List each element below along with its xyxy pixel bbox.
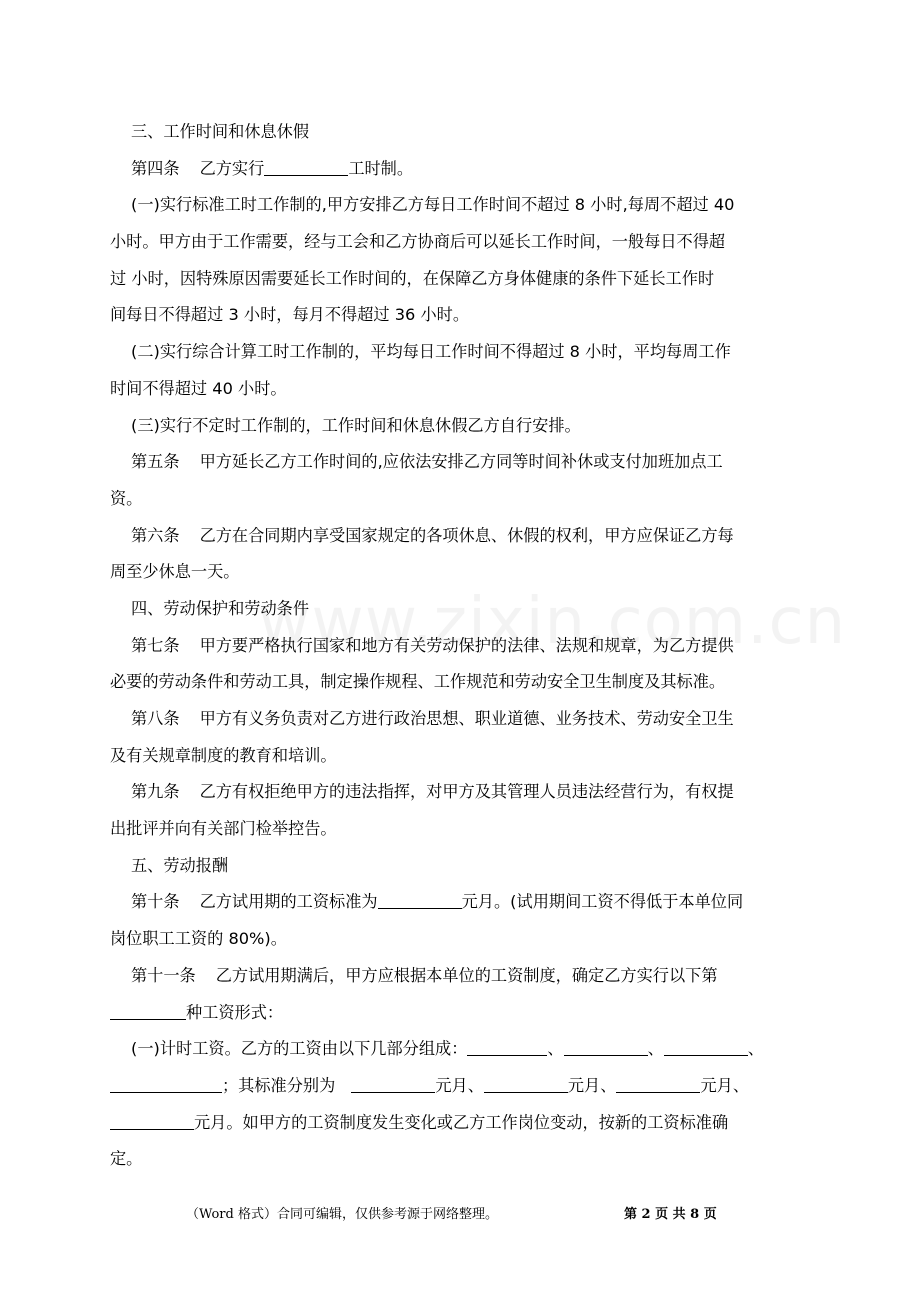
blank-wage-part-2 xyxy=(564,1039,648,1056)
paragraph-line: 出批评并向有关部门检举控告。 xyxy=(110,819,337,839)
document-body xyxy=(110,114,822,1178)
time-wage-line-2: ；其标准分别为 元月、 元月、 元月、 xyxy=(110,1068,822,1105)
paragraph-line: (一)实行标准工时工作制的,甲方安排乙方每日工作时间不超过 8 小时,每周不超过 40 xyxy=(131,195,735,215)
section-title-5: 五、劳动报酬 xyxy=(131,855,229,875)
blank-standard-4 xyxy=(110,1113,194,1130)
paragraph-line: 定。 xyxy=(110,1149,143,1169)
footer-note: （Word 格式）合同可编辑，仅供参考源于网络整理。 xyxy=(186,1207,498,1222)
paragraph-line: (三)实行不定时工作制的，工作时间和休息休假乙方自行安排。 xyxy=(131,415,581,435)
paragraph-line: 间每日不得超过 3 小时，每月不得超过 36 小时。 xyxy=(110,305,470,325)
blank-standard-3 xyxy=(616,1076,700,1093)
article-7: 第七条 甲方要严格执行国家和地方有关劳动保护的法律、法规和规章，为乙方提供 xyxy=(131,635,734,655)
article-5: 第五条 甲方延长乙方工作时间的,应依法安排乙方同等时间补休或支付加班加点工 xyxy=(131,452,723,472)
paragraph-line: 及有关规章制度的教育和培训。 xyxy=(110,745,337,765)
paragraph-line: 岗位职工工资的 80%)。 xyxy=(110,929,287,949)
paragraph-line: 必要的劳动条件和劳动工具，制定操作规程、工作规范和劳动安全卫生制度及其标准。 xyxy=(110,672,726,692)
article-11: 第十一条 乙方试用期满后，甲方应根据本单位的工资制度，确定乙方实行以下第 xyxy=(131,965,718,985)
article-8: 第八条 甲方有义务负责对乙方进行政治思想、职业道德、业务技术、劳动安全卫生 xyxy=(131,709,734,728)
paragraph-line: 过 小时，因特殊原因需要延长工作时间的，在保障乙方身体健康的条件下延长工作时 xyxy=(110,268,715,288)
time-wage-line-1: (一)计时工资。乙方的工资由以下几部分组成： 、 、 、 xyxy=(131,1039,764,1059)
section-title-3: 三、工作时间和休息休假 xyxy=(131,122,310,141)
blank-hour-system xyxy=(264,159,348,176)
blank-wage-part-3 xyxy=(664,1039,748,1056)
blank-wage-form xyxy=(110,1003,186,1020)
article-6: 第六条 乙方在合同期内享受国家规定的各项休息、休假的权利，甲方应保证乙方每 xyxy=(131,525,734,545)
time-wage-line-3: 元月。如甲方的工资制度发生变化或乙方工作岗位变动，按新的工资标准确 xyxy=(110,1105,822,1142)
blank-wage-part-1 xyxy=(467,1039,547,1056)
paragraph-line: 周至少休息一天。 xyxy=(110,562,240,582)
section-title-4: 四、劳动保护和劳动条件 xyxy=(131,598,310,618)
paragraph-line: 资。 xyxy=(110,488,143,508)
paragraph-line: (二)实行综合计算工时工作制的，平均每日工作时间不得超过 8 小时，平均每周工作 xyxy=(131,342,731,362)
article-10: 第十条 乙方试用期的工资标准为 元月。(试用期间工资不得低于本单位同 xyxy=(131,892,744,912)
paragraph-line: 时间不得超过 40 小时。 xyxy=(110,378,287,398)
blank-standard-1 xyxy=(351,1076,435,1093)
paragraph-line: 小时。甲方由于工作需要，经与工会和乙方协商后可以延长工作时间，一般每日不得超 xyxy=(110,232,726,252)
blank-wage-part-4 xyxy=(110,1076,222,1093)
article-9: 第九条 乙方有权拒绝甲方的违法指挥，对甲方及其管理人员违法经营行为，有权提 xyxy=(131,782,734,802)
article-4: 第四条 乙方实行 工时制。 xyxy=(131,158,414,178)
article-11-cont: 种工资形式： xyxy=(110,995,822,1032)
blank-standard-2 xyxy=(484,1076,568,1093)
blank-probation-wage xyxy=(378,892,462,909)
page-number: 第 2 页 共 8 页 xyxy=(624,1207,717,1222)
